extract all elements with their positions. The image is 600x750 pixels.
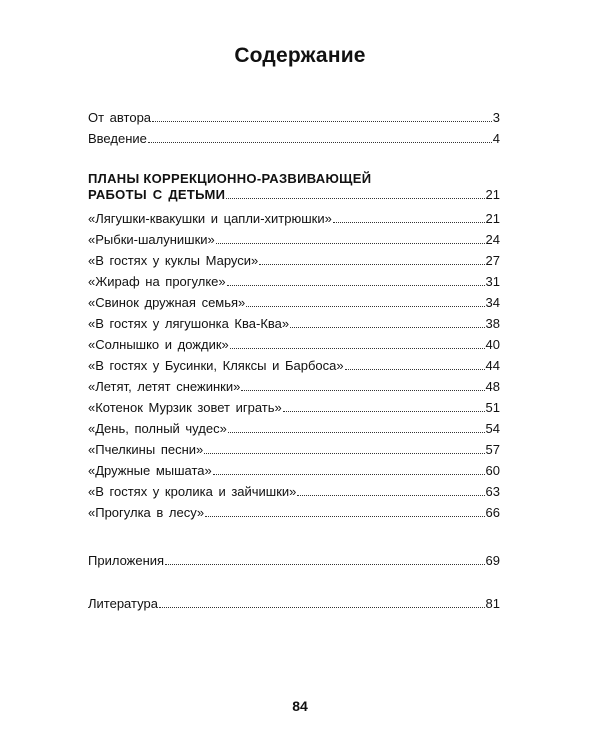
dot-leader [152,120,492,122]
dot-leader [226,197,484,199]
toc-entry-page: 63 [485,484,500,499]
dot-leader [345,368,485,370]
toc-entry [88,442,500,457]
toc-entry [88,232,500,247]
toc-entry-label: «День, полный чудес» [88,421,227,436]
toc-entry [88,596,500,611]
toc-entry-label: «Летят, летят снежинки» [88,379,241,394]
toc-entry-label: Введение [88,131,147,146]
toc-entry [88,421,500,436]
toc-entry [88,187,500,202]
toc-appendix [88,553,500,568]
toc-entry-label: «Дружные мышата» [88,463,212,478]
dot-leader [297,494,484,496]
section-heading-line1: ПЛАНЫ КОРРЕКЦИОННО-РАЗВИВАЮЩЕЙ [88,171,372,186]
toc-entry [88,337,500,352]
toc-entry-label: «Прогулка в лесу» [88,505,205,520]
toc-entry-label: «Рыбки-шалунишки» [88,232,215,247]
toc-entry [88,316,500,331]
dot-leader [216,242,485,244]
dot-leader [259,263,484,265]
dot-leader [246,305,484,307]
toc-entry-label: Приложения [88,553,165,568]
toc-entry-label: «В гостях у кролика и зайчишки» [88,484,297,499]
toc-entry-page: 38 [485,316,500,331]
toc-entry-label: «В гостях у куклы Маруси» [88,253,259,268]
toc-entry-label: «Котенок Мурзик зовет играть» [88,400,282,415]
toc-entry-label: Литература [88,596,158,611]
toc-entry-page: 21 [485,211,500,226]
section-heading [88,171,388,187]
toc-entry-label: «Солнышко и дождик» [88,337,229,352]
toc-entry [88,484,500,499]
dot-leader [148,141,492,143]
dot-leader [230,347,485,349]
toc-entry-page: 24 [485,232,500,247]
toc-entry-page: 57 [485,442,500,457]
toc-entry-page: 81 [485,596,500,611]
toc-entry-page: 51 [485,400,500,415]
toc-entry [88,295,500,310]
toc-entry-label: «Пчелкины песни» [88,442,204,457]
dot-leader [227,284,485,286]
toc-entry-page: 27 [485,253,500,268]
toc-entry-page: 40 [485,337,500,352]
dot-leader [241,389,484,391]
toc-entry [88,253,500,268]
dot-leader [228,431,485,433]
toc-entry-label: От автора [88,110,152,125]
toc-section-entries [88,211,500,520]
toc-entry [88,553,500,568]
dot-leader [159,606,485,608]
toc-entry [88,505,500,520]
page-title: Содержание [234,44,366,67]
toc-entry [88,400,500,415]
toc-section-heading-row [88,187,500,202]
dot-leader [283,410,485,412]
toc-entry [88,358,500,373]
dot-leader [165,563,484,565]
toc-entry-page: 44 [485,358,500,373]
toc-entry [88,379,500,394]
toc-entry-label: «Жираф на прогулке» [88,274,226,289]
toc-entry-label: «В гостях у лягушонка Ква-Ква» [88,316,290,331]
toc-entry [88,463,500,478]
dot-leader [333,221,485,223]
toc-entry-page: 4 [492,131,500,146]
toc-entry-page: 48 [485,379,500,394]
toc-entry-page: 34 [485,295,500,310]
dot-leader [213,473,485,475]
toc-entry-page: 54 [485,421,500,436]
toc-entry-label: «Лягушки-квакушки и цапли-хитрюшки» [88,211,332,226]
toc-entry [88,110,500,125]
toc-entry [88,131,500,146]
toc-literature [88,596,500,611]
toc-entry-page: 31 [485,274,500,289]
toc-entry-page: 66 [485,505,500,520]
toc-intro [88,110,500,146]
section-heading-line2: РАБОТЫ С ДЕТЬМИ [88,187,226,202]
toc-entry-page: 3 [492,110,500,125]
dot-leader [204,452,484,454]
dot-leader [205,515,484,517]
toc-entry-page: 21 [485,187,500,202]
toc-entry-page: 69 [485,553,500,568]
toc-entry [88,211,500,226]
dot-leader [290,326,484,328]
toc-entry-label: «Свинок дружная семья» [88,295,246,310]
toc-entry-page: 60 [485,463,500,478]
page-number: 84 [292,698,308,714]
toc-entry [88,274,500,289]
toc-entry-label: «В гостях у Бусинки, Кляксы и Барбоса» [88,358,344,373]
